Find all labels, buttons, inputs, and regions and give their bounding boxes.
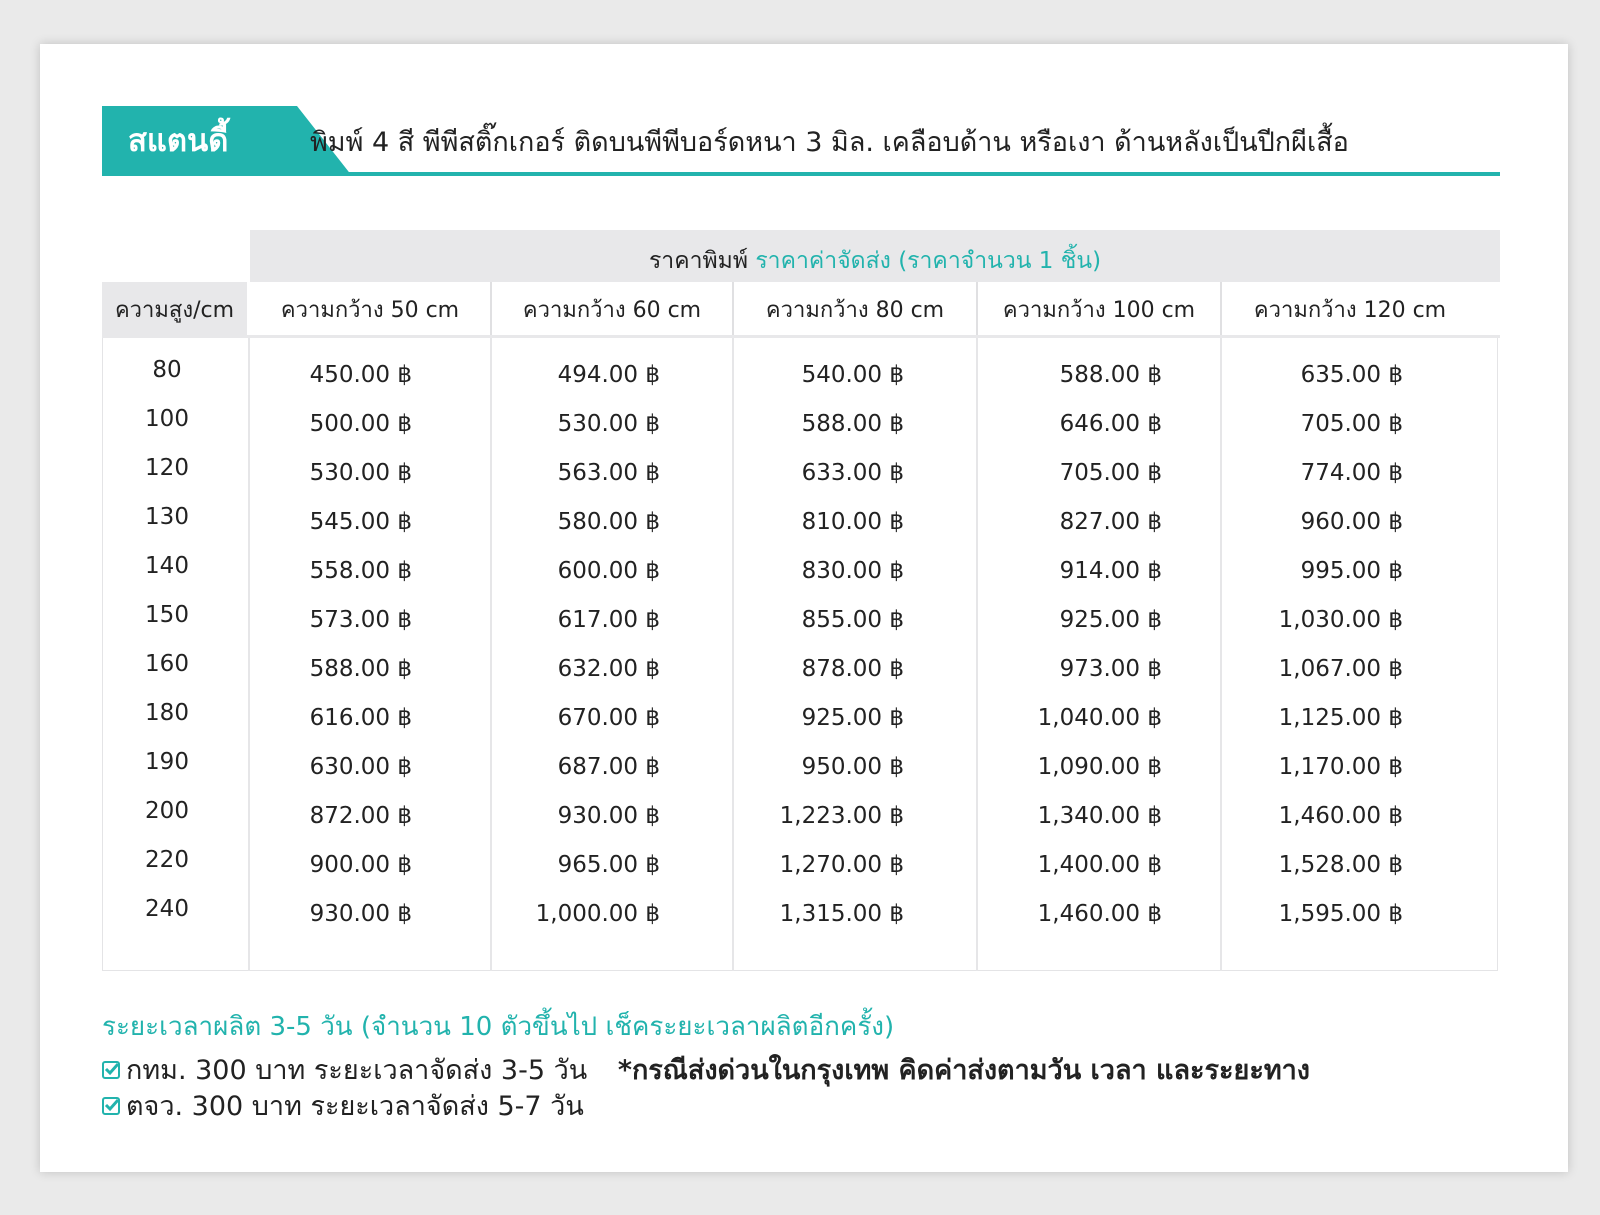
price-cell: 1,460.00 ฿ bbox=[1037, 901, 1162, 927]
price-cell: 973.00 ฿ bbox=[1059, 656, 1162, 682]
height-value: 180 bbox=[145, 700, 189, 726]
price-cell: 705.00 ฿ bbox=[1300, 411, 1403, 437]
price-cell: 580.00 ฿ bbox=[557, 509, 660, 535]
price-cell: 872.00 ฿ bbox=[309, 803, 412, 829]
price-table-title bbox=[250, 230, 1500, 282]
header-divider bbox=[1220, 282, 1222, 337]
price-cell: 1,030.00 ฿ bbox=[1278, 607, 1403, 633]
header-divider bbox=[490, 282, 492, 337]
height-value: 200 bbox=[145, 798, 189, 824]
price-cell: 646.00 ฿ bbox=[1059, 411, 1162, 437]
header-divider bbox=[732, 282, 734, 337]
price-cell: 632.00 ฿ bbox=[557, 656, 660, 682]
price-cell: 1,125.00 ฿ bbox=[1278, 705, 1403, 731]
height-value: 220 bbox=[145, 847, 189, 873]
price-cell: 616.00 ฿ bbox=[309, 705, 412, 731]
price-cell: 950.00 ฿ bbox=[801, 754, 904, 780]
price-cell: 965.00 ฿ bbox=[557, 852, 660, 878]
price-cell: 925.00 ฿ bbox=[801, 705, 904, 731]
price-cell: 600.00 ฿ bbox=[557, 558, 660, 584]
price-cell: 1,223.00 ฿ bbox=[779, 803, 904, 829]
price-cell: 494.00 ฿ bbox=[557, 362, 660, 388]
price-cell: 588.00 ฿ bbox=[801, 411, 904, 437]
height-value: 150 bbox=[145, 602, 189, 628]
price-cell: 588.00 ฿ bbox=[309, 656, 412, 682]
header-divider bbox=[976, 282, 978, 337]
width-column-header: ความกว้าง 60 cm bbox=[522, 298, 702, 323]
price-cell: 530.00 ฿ bbox=[309, 460, 412, 486]
price-cell: 670.00 ฿ bbox=[557, 705, 660, 731]
price-cell: 450.00 ฿ bbox=[309, 362, 412, 388]
price-cell: 588.00 ฿ bbox=[1059, 362, 1162, 388]
price-cell: 827.00 ฿ bbox=[1059, 509, 1162, 535]
checkbox-checked-icon bbox=[102, 1061, 120, 1079]
width-column-header: ความกว้าง 120 cm bbox=[1253, 298, 1447, 323]
height-value: 240 bbox=[145, 896, 189, 922]
price-title: ราคาพิมพ์ bbox=[648, 248, 749, 274]
height-value: 120 bbox=[145, 455, 189, 481]
product-tab: สแตนดี้ bbox=[102, 106, 297, 176]
height-value: 160 bbox=[145, 651, 189, 677]
price-cell: 1,040.00 ฿ bbox=[1037, 705, 1162, 731]
price-cell: 914.00 ฿ bbox=[1059, 558, 1162, 584]
height-value: 140 bbox=[145, 553, 189, 579]
production-time: ระยะเวลาผลิต 3-5 วัน (จำนวน 10 ตัวขึ้นไป เช็คระยะเวลาผลิตอีกครั้ง) bbox=[102, 1012, 895, 1042]
price-cell: 617.00 ฿ bbox=[557, 607, 660, 633]
price-cell: 930.00 ฿ bbox=[557, 803, 660, 829]
price-cell: 878.00 ฿ bbox=[801, 656, 904, 682]
price-cell: 900.00 ฿ bbox=[309, 852, 412, 878]
price-cell: 995.00 ฿ bbox=[1300, 558, 1403, 584]
shipping-text: กทม. 300 บาท ระยะเวลาจัดส่ง 3-5 วัน bbox=[126, 1055, 588, 1086]
height-value: 130 bbox=[145, 504, 189, 530]
price-cell: 573.00 ฿ bbox=[309, 607, 412, 633]
price-cell: 558.00 ฿ bbox=[309, 558, 412, 584]
price-cell: 1,090.00 ฿ bbox=[1037, 754, 1162, 780]
price-sheet bbox=[40, 44, 1568, 1172]
checkbox-checked-icon bbox=[102, 1097, 120, 1115]
price-cell: 687.00 ฿ bbox=[557, 754, 660, 780]
price-cell: 500.00 ฿ bbox=[309, 411, 412, 437]
price-cell: 1,460.00 ฿ bbox=[1278, 803, 1403, 829]
price-cell: 705.00 ฿ bbox=[1059, 460, 1162, 486]
height-column-header: ความสูง/cm bbox=[102, 282, 247, 337]
price-cell: 1,340.00 ฿ bbox=[1037, 803, 1162, 829]
price-cell: 960.00 ฿ bbox=[1300, 509, 1403, 535]
price-cell: 633.00 ฿ bbox=[801, 460, 904, 486]
product-description: พิมพ์ 4 สี พีพีสติ๊กเกอร์ ติดบนพีพีบอร์ดหนา 3 มิล. เคลือบด้าน หรือเงา ด้านหลังเป็นปีกผีเสื้อ bbox=[310, 127, 1349, 158]
price-cell: 1,528.00 ฿ bbox=[1278, 852, 1403, 878]
shipping-provincial bbox=[102, 1084, 584, 1127]
price-cell: 1,400.00 ฿ bbox=[1037, 852, 1162, 878]
height-value: 190 bbox=[145, 749, 189, 775]
price-cell: 855.00 ฿ bbox=[801, 607, 904, 633]
price-subtitle: ราคาค่าจัดส่ง (ราคาจำนวน 1 ชิ้น) bbox=[755, 248, 1102, 274]
price-cell: 635.00 ฿ bbox=[1300, 362, 1403, 388]
express-note: *กรณีส่งด่วนในกรุงเทพ คิดค่าส่งตามวัน เวลา และระยะทาง bbox=[617, 1055, 1310, 1086]
price-cell: 774.00 ฿ bbox=[1300, 460, 1403, 486]
price-cell: 540.00 ฿ bbox=[801, 362, 904, 388]
price-cell: 630.00 ฿ bbox=[309, 754, 412, 780]
width-column-header: ความกว้าง 80 cm bbox=[765, 298, 945, 323]
price-cell: 563.00 ฿ bbox=[557, 460, 660, 486]
column-header-row bbox=[102, 282, 1500, 337]
shipping-text: ตจว. 300 บาท ระยะเวลาจัดส่ง 5-7 วัน bbox=[126, 1091, 584, 1122]
price-cell: 1,270.00 ฿ bbox=[779, 852, 904, 878]
height-value: 80 bbox=[152, 357, 182, 383]
price-cell: 1,067.00 ฿ bbox=[1278, 656, 1403, 682]
price-cell: 930.00 ฿ bbox=[309, 901, 412, 927]
header bbox=[102, 106, 1500, 176]
price-cell: 1,315.00 ฿ bbox=[779, 901, 904, 927]
width-column-header: ความกว้าง 50 cm bbox=[280, 298, 460, 323]
height-value: 100 bbox=[145, 406, 189, 432]
price-cell: 1,170.00 ฿ bbox=[1278, 754, 1403, 780]
price-cell: 925.00 ฿ bbox=[1059, 607, 1162, 633]
price-cell: 530.00 ฿ bbox=[557, 411, 660, 437]
width-column-header: ความกว้าง 100 cm bbox=[1002, 298, 1196, 323]
price-cell: 1,595.00 ฿ bbox=[1278, 901, 1403, 927]
price-cell: 545.00 ฿ bbox=[309, 509, 412, 535]
price-cell: 830.00 ฿ bbox=[801, 558, 904, 584]
price-cell: 1,000.00 ฿ bbox=[535, 901, 660, 927]
header-underline bbox=[102, 172, 1500, 176]
price-cell: 810.00 ฿ bbox=[801, 509, 904, 535]
